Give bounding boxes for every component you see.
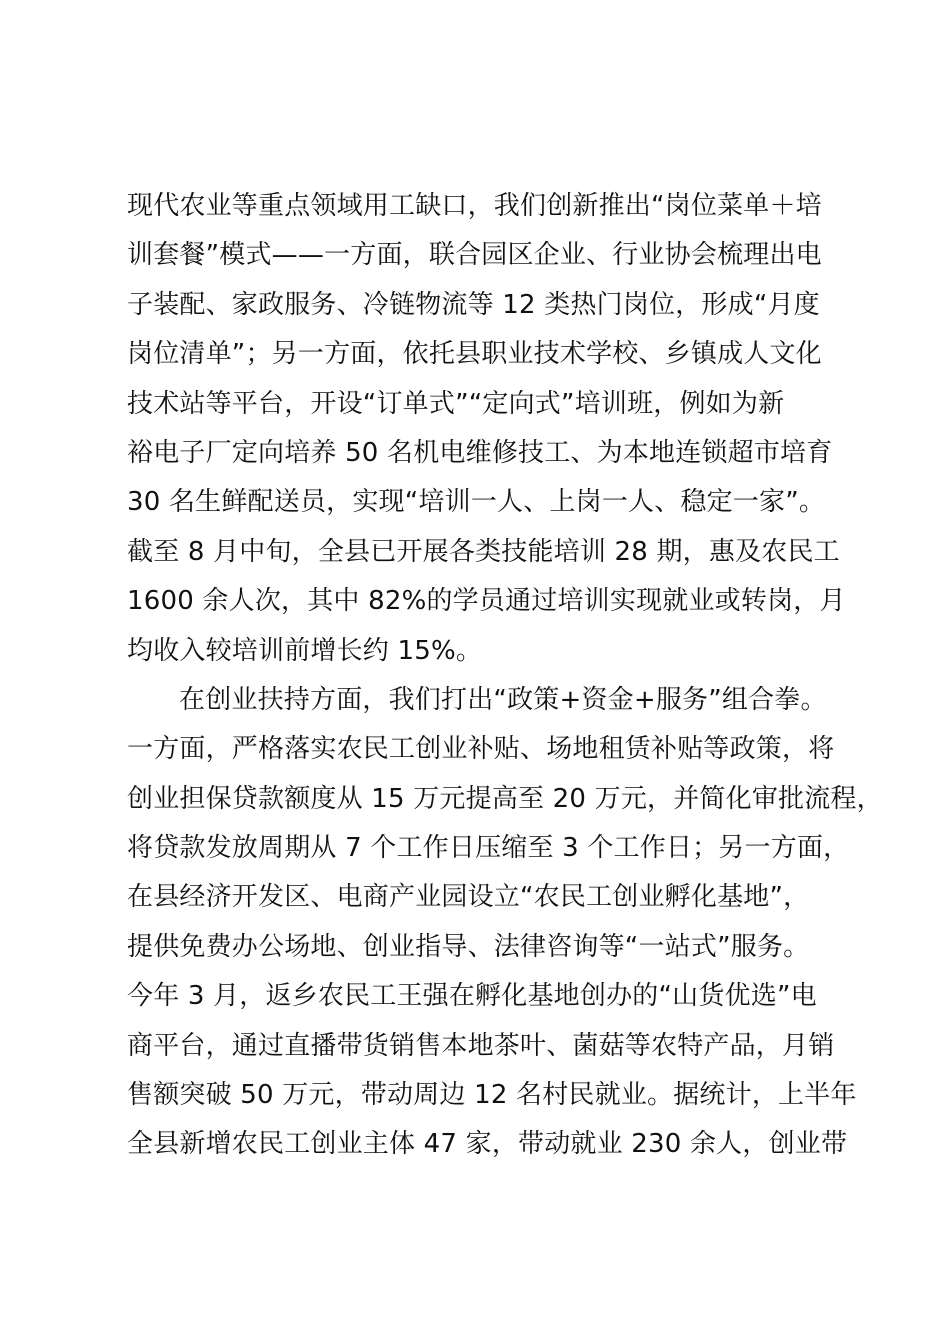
- text-line: 30 名生鲜配送员，实现“培训一人、上岗一人、稳定一家”。: [127, 487, 826, 518]
- text-line: 训套餐”模式——一方面，联合园区企业、行业协会梳理出电: [127, 240, 822, 271]
- text-line: 商平台，通过直播带货销售本地茶叶、菌菇等农特产品，月销: [127, 1030, 835, 1061]
- text-line: 提供免费办公场地、创业指导、法律咨询等“一站式”服务。: [127, 931, 810, 962]
- text-line: 截至 8 月中旬，全县已开展各类技能培训 28 期，惠及农民工: [127, 536, 840, 567]
- text-line: 均收入较培训前增长约 15%。: [127, 635, 483, 666]
- text-line: 在县经济开发区、电商产业园设立“农民工创业孵化基地”，: [127, 882, 810, 913]
- text-line: 岗位清单”；另一方面，依托县职业技术学校、乡镇成人文化: [127, 339, 822, 370]
- text-line: 一方面，严格落实农民工创业补贴、场地租赁补贴等政策，将: [127, 734, 835, 765]
- text-line: 1600 余人次，其中 82%的学员通过培训实现就业或转岗，月: [127, 586, 846, 617]
- text-line: 子装配、家政服务、冷链物流等 12 类热门岗位，形成“月度: [127, 289, 820, 320]
- text-line: 售额突破 50 万元，带动周边 12 名村民就业。据统计，上半年: [127, 1080, 857, 1111]
- text-line: 裕电子厂定向培养 50 名机电维修技工、为本地连锁超市培育: [127, 437, 833, 468]
- text-line: 将贷款发放周期从 7 个工作日压缩至 3 个工作日；另一方面，: [127, 833, 850, 864]
- text-line: 现代农业等重点领域用工缺口，我们创新推出“岗位菜单＋培: [127, 191, 822, 221]
- text-line: 全县新增农民工创业主体 47 家，带动就业 230 余人，创业带: [127, 1129, 848, 1160]
- paragraph-start-line: 在创业扶持方面，我们打出“政策+资金+服务”组合拳。: [179, 684, 827, 715]
- text-line: 技术站等平台，开设“订单式”“定向式”培训班，例如为新: [127, 388, 785, 419]
- text-line: 今年 3 月，返乡农民工王强在孵化基地创办的“山货优选”电: [127, 981, 817, 1012]
- document-body: [127, 182, 883, 1170]
- text-line: 创业担保贷款额度从 15 万元提高至 20 万元，并简化审批流程，: [127, 783, 883, 814]
